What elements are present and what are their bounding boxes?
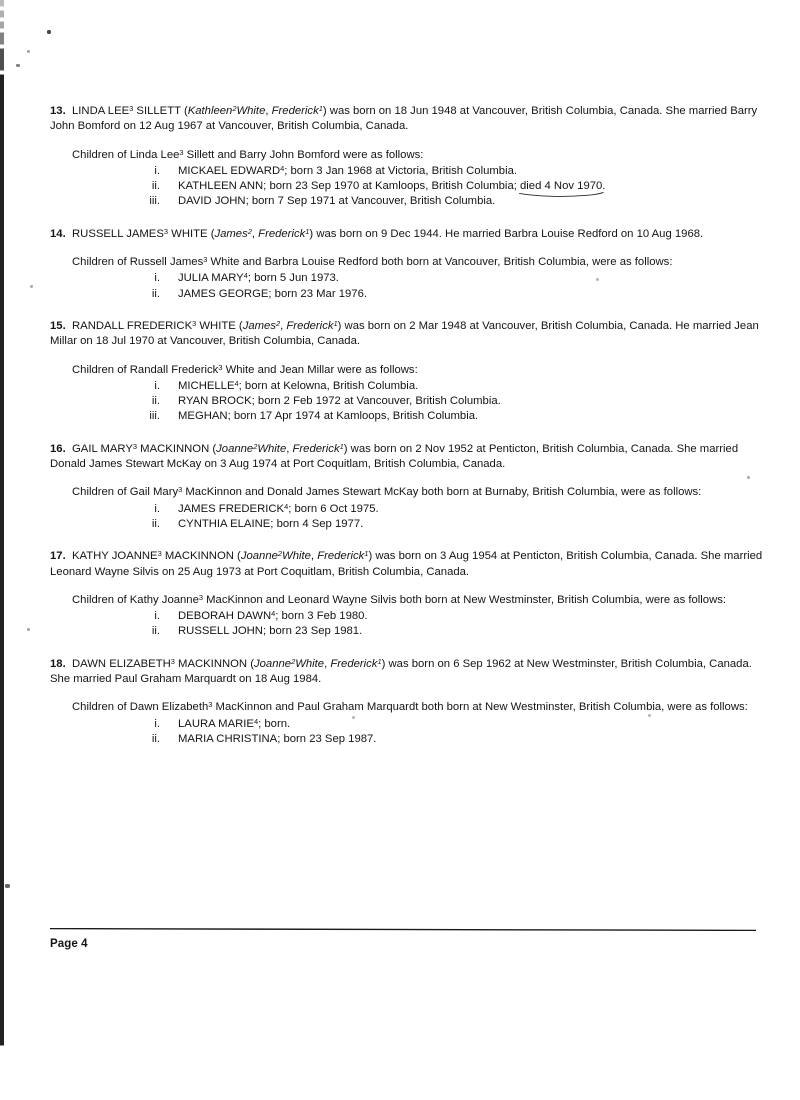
footer-divider [50, 928, 756, 931]
child-name: JULIA MARY$^4$ [178, 271, 248, 285]
child-name: MICKAEL EDWARD$^4$ [178, 163, 285, 177]
ancestor-name: Joanne$^2$ [254, 656, 296, 670]
child-detail: ; born 23 Mar 1976. [268, 287, 368, 300]
child-name: DAVID JOHN [178, 195, 246, 208]
document-body [50, 104, 766, 747]
child-list-item [50, 164, 766, 179]
child-name: MARIA CHRISTINA [178, 732, 278, 745]
ancestor-name: James$^2$ [214, 226, 252, 240]
child-name: RYAN BROCK [178, 395, 252, 408]
child-list-item [50, 271, 766, 286]
child-roman-numeral: i. [154, 502, 160, 515]
child-roman-numeral: iii. [149, 410, 160, 423]
child-detail: ; born. [258, 717, 291, 730]
genealogy-entry [50, 549, 766, 639]
children-intro: Children of Dawn Elizabeth$^3$ MacKinnon and Paul Graham Marquardt both born at New Westminster, British Columbia, were as follows: [72, 700, 748, 714]
child-list-item [50, 194, 766, 209]
entry-person-name: RANDALL FREDERICK$^3$ WHITE [72, 318, 236, 332]
ancestor-name: White [282, 550, 311, 563]
child-list-item [50, 609, 766, 624]
child-list-item [50, 502, 766, 517]
entry-narrative: was born on 2 Mar 1948 at Vancouver, British Columbia, Canada. He married Jean Millar on 18 Jul 1970 at Vancouver, British Columbia, Canada. [50, 319, 759, 348]
entry-narrative: was born on 18 Jun 1948 at Vancouver, British Columbia, Canada. She married Barry John Bomford on 12 Aug 1967 at Vancouver, British Columbia, Canada. [50, 105, 758, 133]
ancestor-name: Frederick$^1$ [330, 656, 382, 670]
entry-number: 18. [50, 657, 66, 670]
children-list [50, 271, 766, 302]
scan-speck [16, 64, 20, 67]
entry-heading: 17. KATHY JOANNE$^3$ MACKINNON (Joanne$^2$White, Frederick$^1$) was born on 3 Aug 1954 at Penticton, British Columbia, Canada. She married Leonard Wayne Silvis on 25 Aug 1973 at Port Coquitlam, British Columbia, Canada. [50, 549, 763, 578]
children-list [50, 502, 766, 533]
child-detail: ; born 23 Sep 1981. [262, 625, 363, 638]
child-roman-numeral: iii. [149, 195, 160, 208]
child-roman-numeral: ii. [151, 395, 160, 408]
children-list [50, 164, 766, 210]
scan-speck [30, 285, 33, 288]
child-name: KATHLEEN ANN [178, 180, 264, 193]
entry-number: 17. [50, 550, 66, 563]
ancestor-name: White [257, 442, 287, 455]
child-detail: ; born 2 Feb 1972 at Vancouver, British Columbia. [251, 395, 501, 408]
children-list [50, 609, 766, 640]
child-detail: ; born 7 Sep 1971 at Vancouver, British Columbia. [245, 195, 496, 208]
genealogy-entry [50, 657, 766, 747]
child-list-item [50, 179, 766, 194]
entry-heading: 16. GAIL MARY$^3$ MACKINNON (Joanne$^2$White, Frederick$^1$) was born on 2 Nov 1952 at Penticton, British Columbia, Canada. She married Donald James Stewart McKay on 3 Aug 1974 at Port Coquitlam, British Columbia, Canada. [50, 441, 739, 471]
child-detail: ; born 5 Jun 1973. [247, 272, 339, 285]
genealogy-entry [50, 104, 766, 210]
child-detail: ; born at Kelowna, British Columbia. [238, 379, 419, 392]
children-intro: Children of Russell James$^3$ White and Barbra Louise Redford both born at Vancouver, British Columbia, were as follows: [72, 254, 673, 269]
entry-narrative: was born on 2 Nov 1952 at Penticton, British Columbia, Canada. She married Donald James Stewart McKay on 3 Aug 1974 at Port Coquitlam, British Columbia, Canada. [50, 442, 739, 471]
scan-edge-artifact [0, 0, 4, 1100]
entry-spacer [50, 640, 766, 657]
child-name: DEBORAH DAWN$^4$ [178, 609, 276, 623]
entry-number: 13. [50, 105, 66, 117]
entry-narrative: was born on 9 Dec 1944. He married Barbra Louise Redford on 10 Aug 1968. [316, 227, 704, 240]
child-list-item [50, 624, 766, 639]
child-roman-numeral: ii. [151, 625, 160, 638]
child-detail: ; born 23 Sep 1970 at Kamloops, British Columbia; [263, 180, 521, 193]
child-name: CYNTHIA ELAINE [178, 517, 271, 530]
child-list-item [50, 379, 766, 394]
entry-number: 14. [50, 227, 66, 240]
child-roman-numeral: i. [154, 610, 160, 623]
child-detail: ; born 17 Apr 1974 at Kamloops, British Columbia. [227, 410, 479, 423]
child-roman-numeral: i. [154, 379, 160, 392]
child-list-item [50, 287, 766, 302]
entry-spacer [50, 302, 766, 319]
child-roman-numeral: ii. [151, 732, 160, 745]
ancestor-name: Frederick$^1$ [317, 549, 369, 563]
ancestor-name: White [236, 105, 266, 117]
scan-speck [27, 628, 30, 631]
child-death-note: died 4 Nov 1970 [520, 179, 602, 194]
child-list-item [50, 517, 766, 532]
child-detail: ; born 4 Sep 1977. [270, 517, 364, 530]
entry-number: 16. [50, 442, 66, 455]
genealogy-entry [50, 227, 766, 302]
ancestor-name: Frederick$^1$ [271, 103, 323, 117]
entry-narrative: was born on 6 Sep 1962 at New Westminster, British Columbia, Canada. She married Paul Graham Marquardt on 18 Aug 1984. [50, 657, 752, 686]
entry-person-name: GAIL MARY$^3$ MACKINNON [72, 441, 210, 455]
children-intro: Children of Linda Lee$^3$ Sillett and Barry John Bomford were as follows: [72, 147, 424, 161]
entry-narrative: was born on 3 Aug 1954 at Penticton, British Columbia, Canada. She married Leonard Wayne Silvis on 25 Aug 1973 at Port Coquitlam, British Columbia, Canada. [50, 550, 763, 578]
scan-speck [47, 30, 51, 34]
child-name: LAURA MARIE$^4$ [178, 716, 259, 730]
ancestor-name: White [295, 657, 325, 670]
entry-person-name: KATHY JOANNE$^3$ MACKINNON [72, 549, 234, 563]
child-list-item [50, 394, 766, 409]
child-name: JAMES GEORGE [178, 287, 269, 300]
child-name: JAMES FREDERICK$^4$ [178, 501, 289, 515]
child-detail-tail: . [602, 180, 606, 193]
children-list [50, 379, 766, 425]
child-roman-numeral: ii. [151, 517, 160, 530]
ancestor-name: James$^2$ [242, 318, 281, 332]
child-list-item [50, 717, 766, 732]
genealogy-entry [50, 319, 766, 425]
genealogy-entry [50, 442, 766, 532]
scan-speck [5, 884, 10, 888]
child-list-item [50, 732, 766, 747]
entry-spacer [50, 210, 766, 227]
entry-number: 15. [50, 319, 66, 332]
children-intro: Children of Gail Mary$^3$ MacKinnon and Donald James Stewart McKay both born at Burnaby, British Columbia, were as follows: [72, 485, 702, 499]
ancestor-name: Joanne$^2$ [240, 549, 283, 563]
child-detail: ; born 23 Sep 1987. [277, 732, 377, 745]
page-number-label: Page 4 [50, 938, 88, 950]
ancestor-name: Kathleen$^2$ [187, 103, 237, 117]
entry-heading: 15. RANDALL FREDERICK$^3$ WHITE (James$^2$, Frederick$^1$) was born on 2 Mar 1948 at Vancouver, British Columbia, Canada. He married Jean Millar on 18 Jul 1970 at Vancouver, British Columbia, Canada. [50, 318, 759, 348]
children-intro: Children of Randall Frederick$^3$ White and Jean Millar were as follows: [72, 362, 418, 376]
ancestor-name: Joanne$^2$ [216, 441, 258, 455]
child-name: MICHELLE$^4$ [178, 378, 239, 392]
entry-spacer [50, 425, 766, 442]
child-detail: ; born 3 Jan 1968 at Victoria, British Columbia. [284, 164, 518, 177]
ancestor-name: Frederick$^1$ [258, 226, 310, 240]
child-roman-numeral: i. [154, 164, 160, 177]
ancestor-name: Frederick$^1$ [286, 318, 338, 332]
child-roman-numeral: i. [154, 272, 160, 285]
child-roman-numeral: i. [154, 717, 160, 730]
entry-person-name: DAWN ELIZABETH$^3$ MACKINNON [72, 656, 248, 670]
child-name: RUSSELL JOHN [178, 625, 263, 638]
child-roman-numeral: ii. [151, 287, 160, 300]
children-intro: Children of Kathy Joanne$^3$ MacKinnon and Leonard Wayne Silvis both born at New Westminster, British Columbia, were as follows: [72, 592, 727, 606]
child-detail: ; born 6 Oct 1975. [288, 502, 379, 515]
child-detail: ; born 3 Feb 1980. [275, 610, 368, 623]
child-list-item [50, 409, 766, 424]
scan-speck [27, 50, 30, 53]
entry-heading: 13. LINDA LEE$^3$ SILLETT (Kathleen$^2$White, Frederick$^1$) was born on 18 Jun 1948 at Vancouver, British Columbia, Canada. She married Barry John Bomford on 12 Aug 1967 at Vancouver, British Columbia, Canada. [50, 103, 758, 133]
children-list [50, 717, 766, 748]
entry-spacer [50, 532, 766, 549]
entry-person-name: RUSSELL JAMES$^3$ WHITE [72, 226, 208, 240]
ancestor-name: Frederick$^1$ [292, 441, 344, 455]
child-name: MEGHAN [178, 410, 228, 423]
entry-heading: 14. RUSSELL JAMES$^3$ WHITE (James$^2$, Frederick$^1$) was born on 9 Dec 1944. He married Barbra Louise Redford on 10 Aug 1968. [50, 226, 704, 240]
child-roman-numeral: ii. [151, 180, 160, 193]
entry-heading: 18. DAWN ELIZABETH$^3$ MACKINNON (Joanne$^2$White, Frederick$^1$) was born on 6 Sep 1962 at New Westminster, British Columbia, Canada. She married Paul Graham Marquardt on 18 Aug 1984. [50, 656, 752, 686]
entry-person-name: LINDA LEE$^3$ SILLETT [72, 103, 181, 117]
